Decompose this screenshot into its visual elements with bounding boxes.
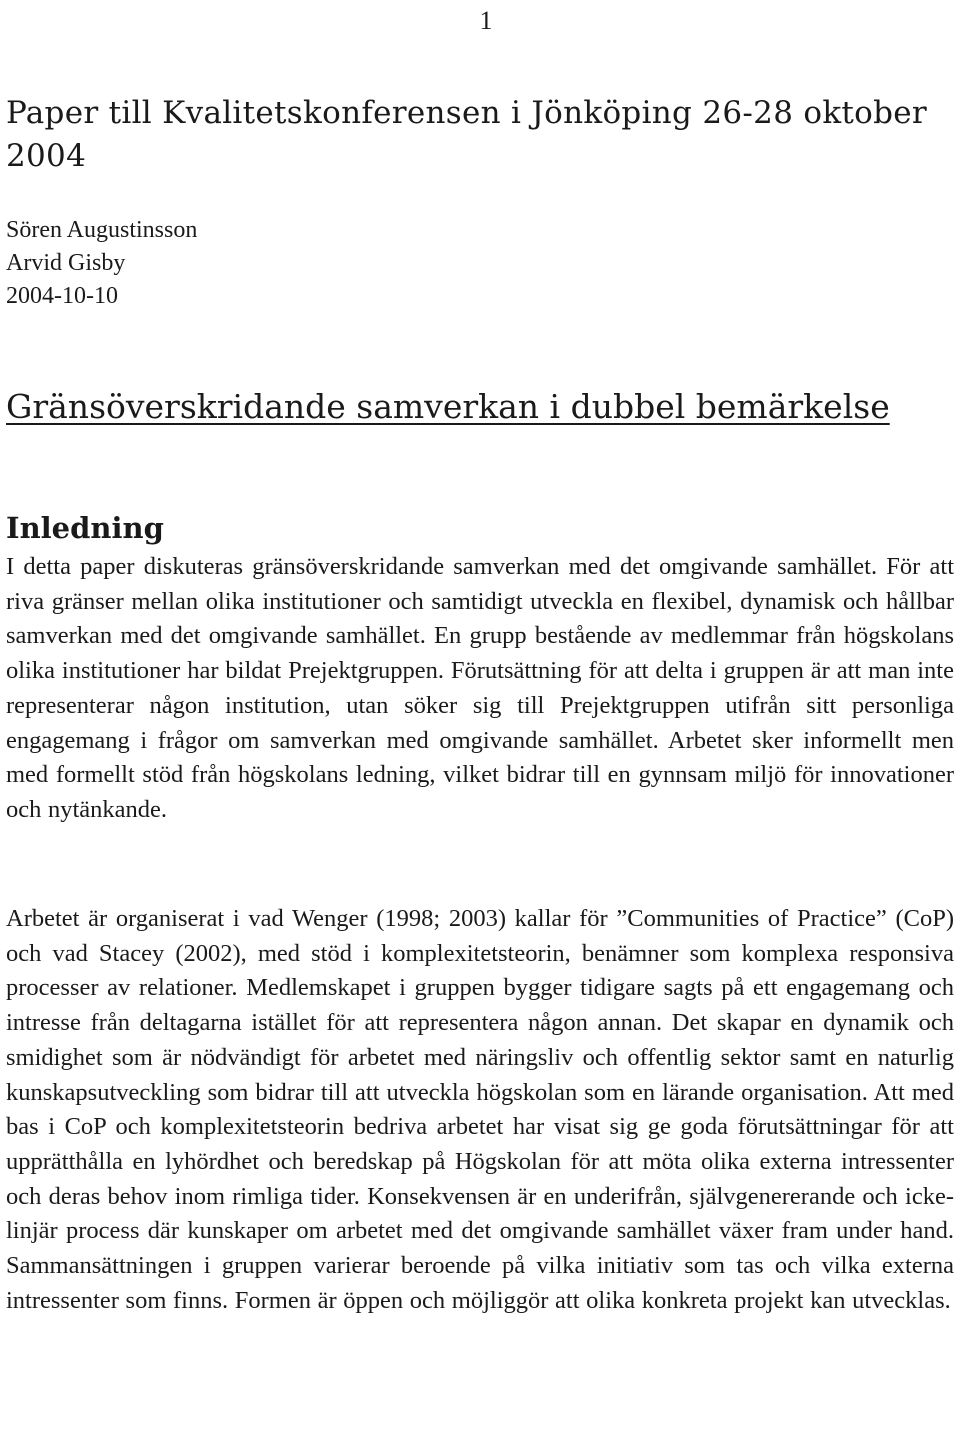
body-paragraph: Arbetet är organiserat i vad Wenger (1998; 2003) kallar för ”Communities of Practice” (CoP) och vad Stacey (2002), med stöd i komplexitetsteorin, benämner som komplexa responsiva processer av relationer. Medlemskapet i gruppen bygger tidigare sagts på ett engagemang och intresse från deltagarna istället för att representera någon annan. Det skapar en dynamik och smidighet som är nödvändigt för arbetet med näringsliv och offentlig sektor samt en naturlig kunskapsutveckling som bidrar till att utveckla högskolan som en lärande organisation. Att med bas i CoP och komplexitetsteorin bedriva arbetet har visat sig ge goda förutsättningar för att upprätthålla en lyhördhet och beredskap på Högskolan för att möta olika externa intressenter och deras behov inom rimliga tider. Konsekvensen är en underifrån, självgenererande och icke-linjär process där kunskaper om arbetet med det omgivande samhället växer fram under hand. Sammansättningen i gruppen varierar beroende på vilka initiativ som tas och vilka externa intressenter som finns. Formen är öppen och möjliggör att olika konkreta projekt kan utvecklas. [6, 905, 954, 1314]
conference-title: Paper till Kvalitetskonferensen i Jönköping 26-28 oktober 2004 [6, 95, 928, 174]
paper-title: Gränsöverskridande samverkan i dubbel bemärkelse [6, 387, 890, 426]
paper-date: 2004-10-10 [6, 283, 118, 309]
author-block [6, 214, 197, 313]
author-name: Sören Augustinsson [6, 217, 198, 243]
body-paragraph: I detta paper diskuteras gränsöverskridande samverkan med det omgivande samhället. För att riva gränser mellan olika institutioner och samtidigt utveckla en flexibel, dynamisk och hållbar samverkan med det omgivande samhället. En grupp bestående av medlemmar från högskolans olika institutioner har bildat Prejektgruppen. Förutsättning för att delta i gruppen är att man inte representerar någon institution, utan söker sig till Prejektgruppen utifrån sitt personliga engagemang i frågor om samverkan med omgivande samhället. Arbetet sker informellt men med formellt stöd från högskolans ledning, vilket bidrar till en gynnsam miljö för innovationer och nytänkande. [6, 553, 954, 823]
section-heading: Inledning [6, 511, 164, 545]
page-number: 1 [479, 6, 493, 35]
author-name: Arvid Gisby [6, 250, 126, 276]
